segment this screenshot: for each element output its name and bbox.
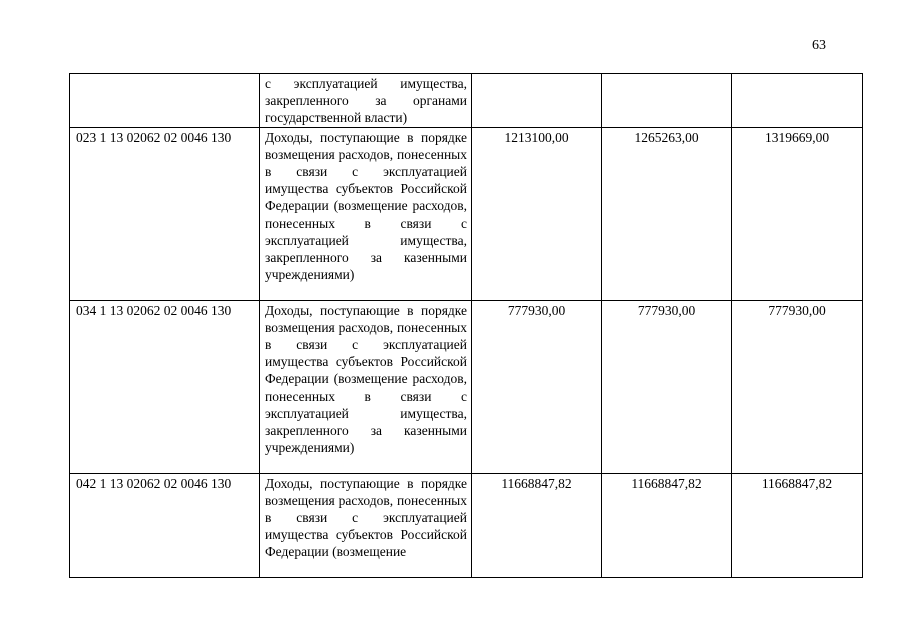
description-cell bbox=[260, 127, 472, 300]
description-cell bbox=[260, 473, 472, 577]
page-number: 63 bbox=[812, 38, 826, 53]
budget-code-cell: 023 1 13 02062 02 0046 130 bbox=[70, 127, 260, 300]
description-text: Доходы, поступающие в порядке возмещения расходов, понесенных в связи с эксплуатацией имущества субъектов Российской Федерации (возмещение bbox=[265, 475, 467, 560]
budget-code-cell bbox=[70, 74, 260, 128]
description-text: Доходы, поступающие в порядке возмещения расходов, понесенных в связи с эксплуатацией имущества субъектов Российской Федерации (возмещение расходов, понесенных в связи с эксплуатацией имущества, закрепленного за казенными учреждениями) bbox=[265, 129, 467, 283]
table-row bbox=[70, 473, 863, 577]
amount-cell-year-3: 1319669,00 bbox=[732, 127, 863, 300]
budget-code-cell: 034 1 13 02062 02 0046 130 bbox=[70, 300, 260, 473]
amount-cell-year-1: 777930,00 bbox=[472, 300, 602, 473]
amount-cell-year-2 bbox=[602, 74, 732, 128]
budget-code-cell: 042 1 13 02062 02 0046 130 bbox=[70, 473, 260, 577]
amount-cell-year-3 bbox=[732, 74, 863, 128]
amount-cell-year-2: 1265263,00 bbox=[602, 127, 732, 300]
table-row bbox=[70, 300, 863, 473]
amount-cell-year-3: 11668847,82 bbox=[732, 473, 863, 577]
description-cell bbox=[260, 74, 472, 128]
amount-cell-year-2: 11668847,82 bbox=[602, 473, 732, 577]
amount-cell-year-3: 777930,00 bbox=[732, 300, 863, 473]
amount-cell-year-2: 777930,00 bbox=[602, 300, 732, 473]
description-text: с эксплуатацией имущества, закрепленного за органами государственной власти) bbox=[265, 76, 467, 126]
table-row bbox=[70, 74, 863, 128]
amount-cell-year-1: 1213100,00 bbox=[472, 127, 602, 300]
description-cell bbox=[260, 300, 472, 473]
amount-cell-year-1 bbox=[472, 74, 602, 128]
revenue-table bbox=[69, 73, 863, 578]
amount-cell-year-1: 11668847,82 bbox=[472, 473, 602, 577]
description-text: Доходы, поступающие в порядке возмещения расходов, понесенных в связи с эксплуатацией имущества субъектов Российской Федерации (возмещение расходов, понесенных в связи с эксплуатацией имущества, закрепленного за казенными учреждениями) bbox=[265, 302, 467, 456]
table-row bbox=[70, 127, 863, 300]
